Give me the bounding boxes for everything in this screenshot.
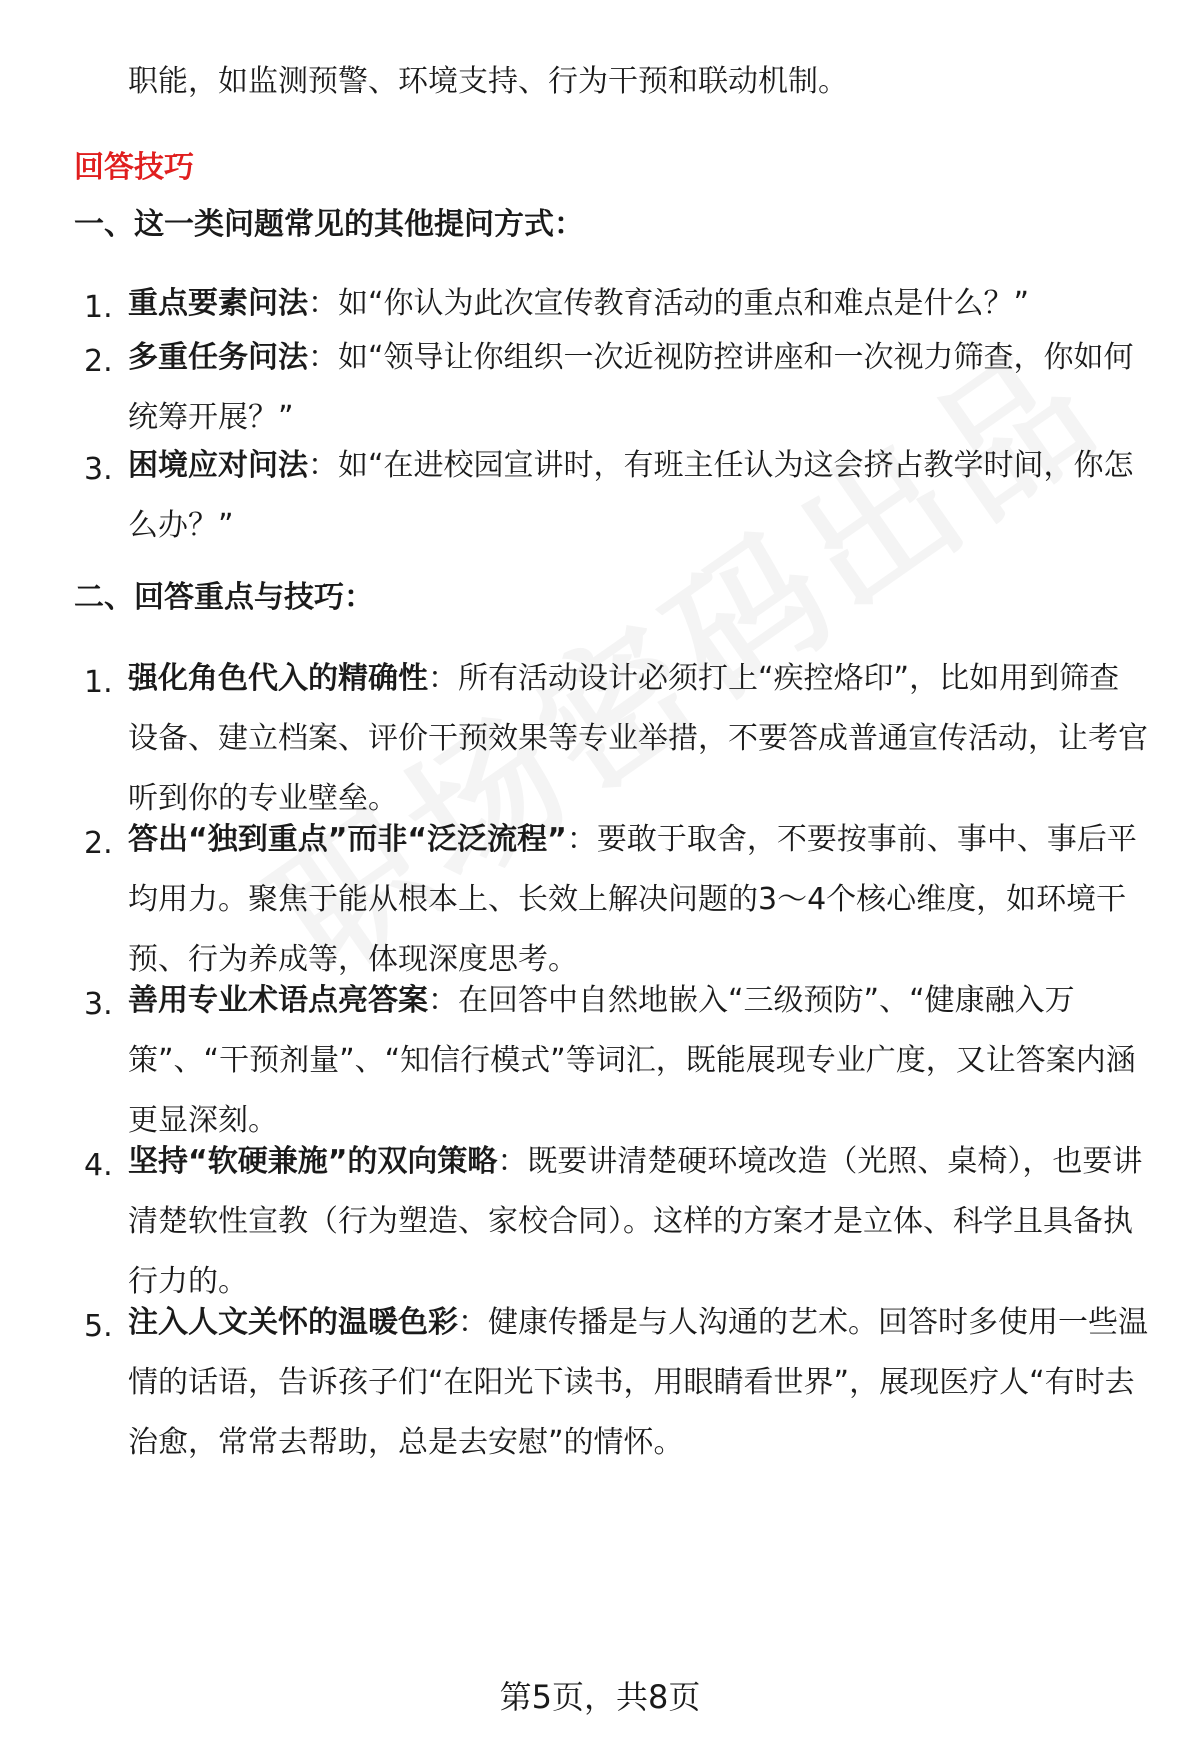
list-item-number: 2. xyxy=(84,826,113,861)
list-item-text: ：如“在进校园宣讲时，有班主任认为这会挤占教学时间，你怎么办？” xyxy=(128,448,1134,543)
list-item xyxy=(128,328,1148,448)
list-item xyxy=(128,1132,1148,1312)
list-item xyxy=(128,649,1148,829)
list-item-title: 困境应对问法 xyxy=(128,448,308,483)
list-item-number: 3. xyxy=(84,452,113,487)
list-item-text: ：既要讲清楚硬环境改造（光照、桌椅），也要讲清楚软性宣教（行为塑造、家校合同）。这样的方案才是立体、科学且具备执行力的。 xyxy=(128,1144,1143,1299)
list-item-title: 答出“独到重点”而非“泛泛流程” xyxy=(128,822,567,857)
list-item-text: ：健康传播是与人沟通的艺术。回答时多使用一些温情的话语，告诉孩子们“在阳光下读书，用眼睛看世界”，展现医疗人“有时去治愈，常常去帮助，总是去安慰”的情怀。 xyxy=(128,1305,1148,1460)
list-item xyxy=(128,436,1148,556)
list-item-title: 强化角色代入的精确性 xyxy=(128,661,428,696)
section-heading: 回答技巧 xyxy=(74,150,194,185)
list-item-number: 2. xyxy=(84,344,113,379)
list-item-number: 4. xyxy=(84,1148,113,1183)
list-item xyxy=(128,1293,1148,1473)
list-item xyxy=(128,810,1148,990)
part2-heading: 二、回答重点与技巧： xyxy=(74,580,374,615)
list-item-text: ：在回答中自然地嵌入“三级预防”、“健康融入万策”、“干预剂量”、“知信行模式”等词汇，既能展现专业广度，又让答案内涵更显深刻。 xyxy=(128,983,1136,1138)
list-item xyxy=(128,274,1148,334)
list-item-number: 3. xyxy=(84,987,113,1022)
list-item-title: 注入人文关怀的温暖色彩 xyxy=(128,1305,458,1340)
list-item-text: ：要敢于取舍，不要按事前、事中、事后平均用力。聚焦于能从根本上、长效上解决问题的3～4个核心维度，如环境干预、行为养成等，体现深度思考。 xyxy=(128,822,1137,977)
list-item-number: 1. xyxy=(84,290,113,325)
list-item-number: 5. xyxy=(84,1309,113,1344)
list-item-title: 多重任务问法 xyxy=(128,340,308,375)
list-item-text: ：如“你认为此次宣传教育活动的重点和难点是什么？” xyxy=(308,286,1030,321)
page-footer: 第5页，共8页 xyxy=(499,1678,701,1716)
list-item-title: 重点要素问法 xyxy=(128,286,308,321)
list-item-title: 坚持“软硬兼施”的双向策略 xyxy=(128,1144,498,1179)
list-item-text: ：所有活动设计必须打上“疾控烙印”，比如用到筛查设备、建立档案、评价干预效果等专业举措，不要答成普通宣传活动，让考官听到你的专业壁垒。 xyxy=(128,661,1148,816)
list-item-number: 1. xyxy=(84,665,113,700)
continued-paragraph: 职能，如监测预警、环境支持、行为干预和联动机制。 xyxy=(128,64,848,99)
list-item-title: 善用专业术语点亮答案 xyxy=(128,983,428,1018)
list-item xyxy=(128,971,1148,1151)
list-item-text: ：如“领导让你组织一次近视防控讲座和一次视力筛查，你如何统筹开展？” xyxy=(128,340,1134,435)
part1-heading: 一、这一类问题常见的其他提问方式： xyxy=(74,207,584,242)
